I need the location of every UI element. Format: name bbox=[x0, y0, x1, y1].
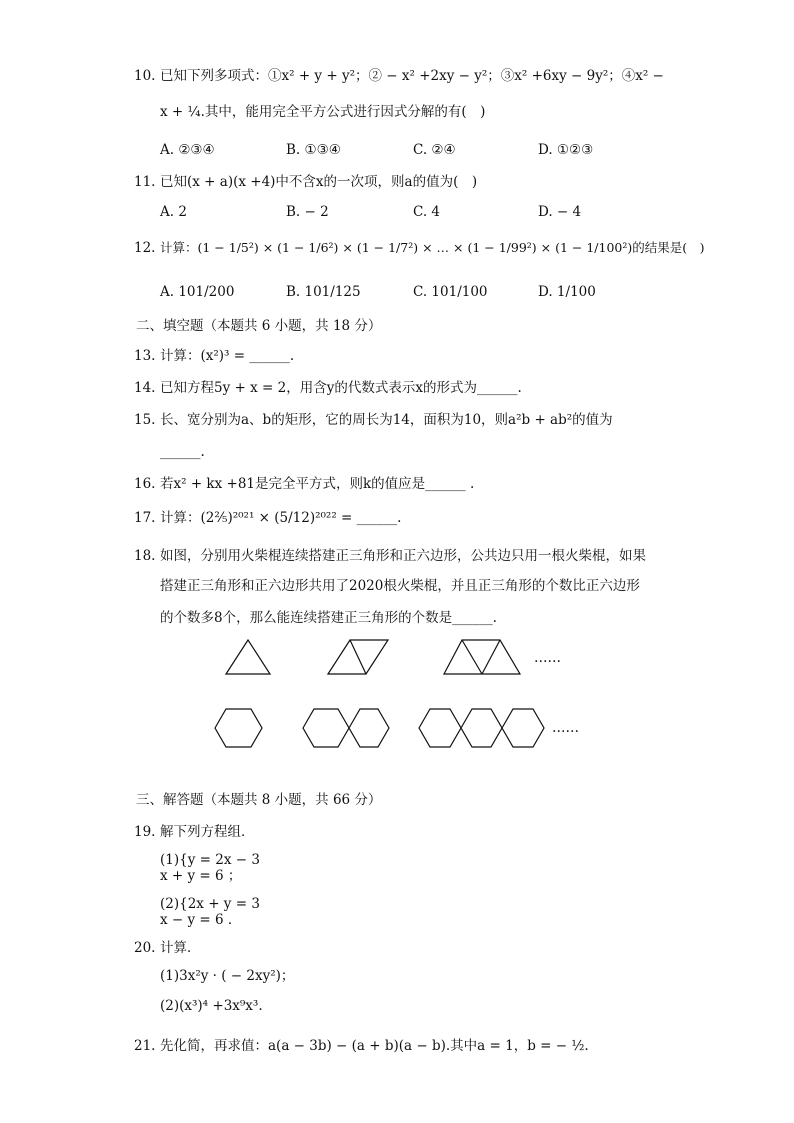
question-number: 15. bbox=[134, 412, 156, 428]
question-text: 搭建正三角形和正六边形共用了2020根火柴棍，并且正三角形的个数比正六边形 bbox=[160, 578, 640, 594]
option-b: B. 101/125 bbox=[286, 284, 361, 300]
question-number: 14. bbox=[134, 380, 156, 396]
option-b: B. − 2 bbox=[286, 204, 329, 220]
ellipsis-top: …… bbox=[534, 650, 561, 666]
question-text: 的个数多8个，那么能连续搭建正三角形的个数是______. bbox=[160, 610, 497, 626]
option-a: A. 101/200 bbox=[160, 284, 235, 300]
question-text: 计算：(2⅖)²⁰²¹ × (5/12)²⁰²² = ______. bbox=[160, 510, 402, 526]
q20-part1: (1)3x²y · ( − 2xy²)； bbox=[160, 968, 295, 984]
question-number: 11. bbox=[134, 174, 156, 190]
question-number: 17. bbox=[134, 510, 156, 526]
hexagon-figure-3 bbox=[416, 706, 548, 750]
question-number: 18. bbox=[134, 548, 156, 564]
option-a: A. 2 bbox=[160, 204, 187, 220]
question-text: 解下列方程组． bbox=[160, 824, 255, 840]
ellipsis-bottom: …… bbox=[552, 720, 579, 736]
q19-part2-eq1: (2){2x + y = 3 bbox=[160, 896, 260, 912]
question-text: 计算． bbox=[160, 940, 201, 956]
question-number: 12. bbox=[134, 240, 156, 256]
q19-part1-eq1: (1){y = 2x − 3 bbox=[160, 852, 260, 868]
triangle-figure-2 bbox=[324, 636, 392, 678]
question-text: 先化简，再求值：a(a − 3b) − (a + b)(a − b).其中a = 1，b = − ½. bbox=[160, 1038, 589, 1054]
option-d: D. − 4 bbox=[538, 204, 582, 220]
question-text: 已知方程5y + x = 2，用含y的代数式表示x的形式为______. bbox=[160, 380, 522, 396]
question-text: 如图，分别用火柴棍连续搭建正三角形和正六边形，公共边只用一根火柴棍，如果 bbox=[160, 548, 646, 564]
triangle-figure-3 bbox=[440, 636, 524, 678]
option-d: D. ①②③ bbox=[538, 142, 594, 158]
question-text: ______. bbox=[160, 444, 205, 460]
section-heading-solve: 三、解答题（本题共 8 小题，共 66 分） bbox=[136, 792, 382, 808]
question-number: 20. bbox=[134, 940, 156, 956]
triangle-figure-1 bbox=[222, 636, 274, 678]
option-d: D. 1/100 bbox=[538, 284, 596, 300]
question-text: 计算：(x²)³ = ______. bbox=[160, 348, 295, 364]
question-text: 长、宽分别为a、b的矩形，它的周长为14，面积为10，则a²b + ab²的值为 bbox=[160, 412, 613, 428]
question-text: 计算：(1 − 1/5²) × (1 − 1/6²) × (1 − 1/7²) × … × (1 − 1/99²) × (1 − 1/100²)的结果是( ) bbox=[160, 240, 705, 255]
option-a: A. ②③④ bbox=[160, 142, 215, 158]
q19-part2-eq2: x − y = 6 ． bbox=[160, 912, 242, 928]
question-number: 16. bbox=[134, 476, 156, 492]
q19-part1-eq2: x + y = 6 ； bbox=[160, 868, 242, 884]
question-text: x + ¼.其中，能用完全平方公式进行因式分解的有( ) bbox=[160, 104, 486, 120]
question-text: 若x² + kx +81是完全平方式，则k的值应是______ . bbox=[160, 476, 475, 492]
hexagon-figure-1 bbox=[212, 706, 266, 750]
section-heading-fill: 二、填空题（本题共 6 小题，共 18 分） bbox=[136, 318, 382, 334]
question-number: 10. bbox=[134, 68, 156, 84]
question-number: 21. bbox=[134, 1038, 156, 1054]
hexagon-figure-2 bbox=[300, 706, 392, 750]
option-b: B. ①③④ bbox=[286, 142, 341, 158]
option-c: C. ②④ bbox=[413, 142, 456, 158]
question-text: 已知下列多项式：①x² + y + y²；② − x² +2xy − y²；③x² +6xy − 9y²；④x² − bbox=[160, 68, 664, 84]
question-text: 已知(x + a)(x +4)中不含x的一次项，则a的值为( ) bbox=[160, 174, 478, 190]
option-c: C. 101/100 bbox=[413, 284, 488, 300]
option-c: C. 4 bbox=[413, 204, 441, 220]
question-number: 13. bbox=[134, 348, 156, 364]
q20-part2: (2)(x³)⁴ +3x⁹x³. bbox=[160, 998, 263, 1014]
question-number: 19. bbox=[134, 824, 156, 840]
